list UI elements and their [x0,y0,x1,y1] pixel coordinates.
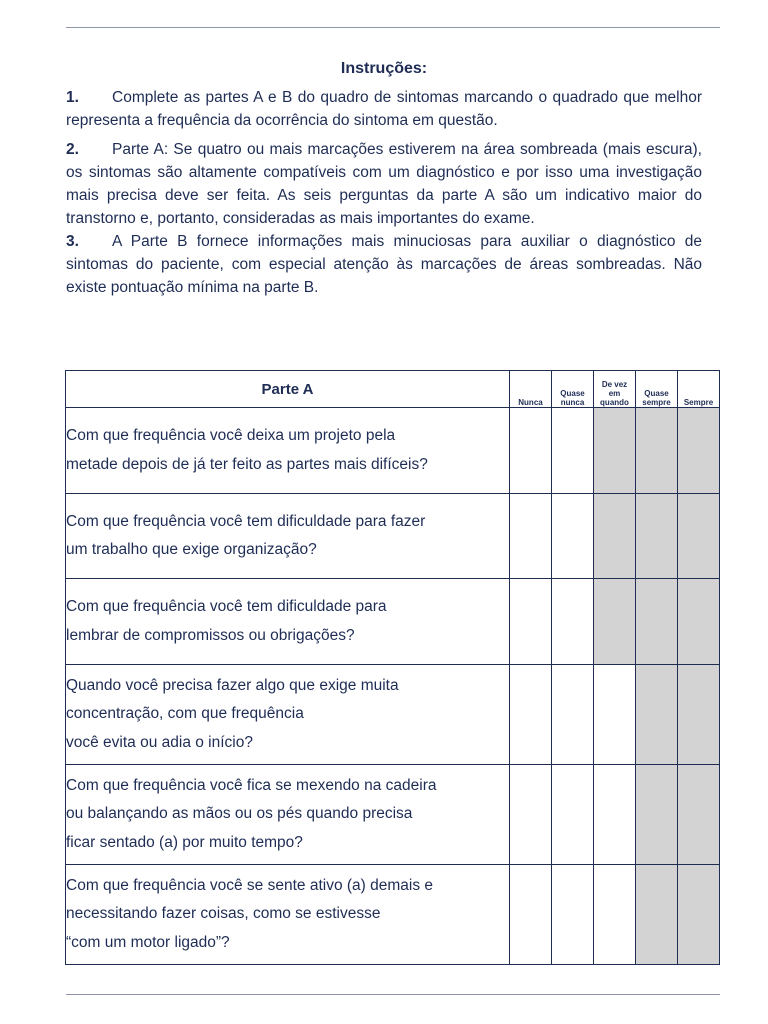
instructions-section [66,58,702,305]
column-header-de-vez-em-quando: De vez em quando [594,371,636,408]
answer-checkbox[interactable] [552,579,594,665]
table-row [66,665,720,765]
table-row [66,765,720,865]
answer-checkbox[interactable] [594,865,636,965]
answer-checkbox[interactable] [552,494,594,579]
answer-checkbox[interactable] [678,408,720,494]
column-header-quase-nunca: Quase nunca [552,371,594,408]
answer-checkbox[interactable] [636,865,678,965]
instruction-item-3 [66,230,702,299]
table-row [66,408,720,494]
answer-checkbox[interactable] [594,765,636,865]
table-row [66,494,720,579]
question-text: Quando você precisa fazer algo que exige muita concentração, com que frequência você evita ou adia o início? [66,665,510,765]
answer-checkbox[interactable] [510,665,552,765]
answer-checkbox[interactable] [678,765,720,865]
answer-checkbox[interactable] [678,865,720,965]
instruction-text: A Parte B fornece informações mais minuciosas para auxiliar o diagnóstico de sintomas do paciente, com especial atenção às marcações de áreas sombreadas. Não existe pontuação mínima na parte B. [66,233,702,296]
answer-checkbox[interactable] [678,665,720,765]
table-row [66,865,720,965]
instruction-text: Complete as partes A e B do quadro de sintomas marcando o quadrado que melhor representa a frequência da ocorrência do sintoma em questão. [66,89,702,129]
answer-checkbox[interactable] [510,408,552,494]
answer-checkbox[interactable] [594,579,636,665]
instruction-number: 3. [66,233,79,250]
instruction-text: Parte A: Se quatro ou mais marcações estiverem na área sombreada (mais escura), os sintomas são altamente compatíveis com um diagnóstico e por isso uma investigação mais precisa deve ser feita. As seis perguntas da parte A são um indicativo maior do transtorno e, portanto, consideradas as mais importantes do exame. [66,141,702,227]
answer-checkbox[interactable] [636,665,678,765]
question-text: Com que frequência você se sente ativo (a) demais e necessitando fazer coisas, como se estivesse “com um motor ligado”? [66,865,510,965]
answer-checkbox[interactable] [636,408,678,494]
answer-checkbox[interactable] [510,765,552,865]
question-text: Com que frequência você tem dificuldade para lembrar de compromissos ou obrigações? [66,579,510,665]
answer-checkbox[interactable] [510,494,552,579]
table-title: Parte A [66,371,510,408]
answer-checkbox[interactable] [594,408,636,494]
answer-checkbox[interactable] [678,494,720,579]
answer-checkbox[interactable] [594,665,636,765]
instruction-number: 1. [66,89,79,106]
answer-checkbox[interactable] [636,579,678,665]
answer-checkbox[interactable] [510,579,552,665]
question-text: Com que frequência você tem dificuldade para fazer um trabalho que exige organização? [66,494,510,579]
table-row [66,579,720,665]
answer-checkbox[interactable] [636,765,678,865]
instructions-title: Instruções: [340,60,428,77]
table-body [66,408,720,965]
answer-checkbox[interactable] [552,408,594,494]
instruction-number: 2. [66,141,79,158]
answer-checkbox[interactable] [636,494,678,579]
top-divider [66,27,720,28]
instruction-item-2 [66,138,702,230]
answer-checkbox[interactable] [594,494,636,579]
column-header-quase-sempre: Quase sempre [636,371,678,408]
answer-checkbox[interactable] [552,865,594,965]
question-text: Com que frequência você fica se mexendo na cadeira ou balançando as mãos ou os pés quando precisa ficar sentado (a) por muito tempo? [66,765,510,865]
answer-checkbox[interactable] [678,579,720,665]
question-text: Com que frequência você deixa um projeto pela metade depois de já ter feito as partes mais difíceis? [66,408,510,494]
symptom-table [65,370,720,965]
answer-checkbox[interactable] [510,865,552,965]
bottom-divider [66,994,720,995]
column-header-nunca: Nunca [510,371,552,408]
instruction-item-1 [66,86,702,132]
answer-checkbox[interactable] [552,765,594,865]
column-header-sempre: Sempre [678,371,720,408]
table-header-row [66,371,720,408]
answer-checkbox[interactable] [552,665,594,765]
